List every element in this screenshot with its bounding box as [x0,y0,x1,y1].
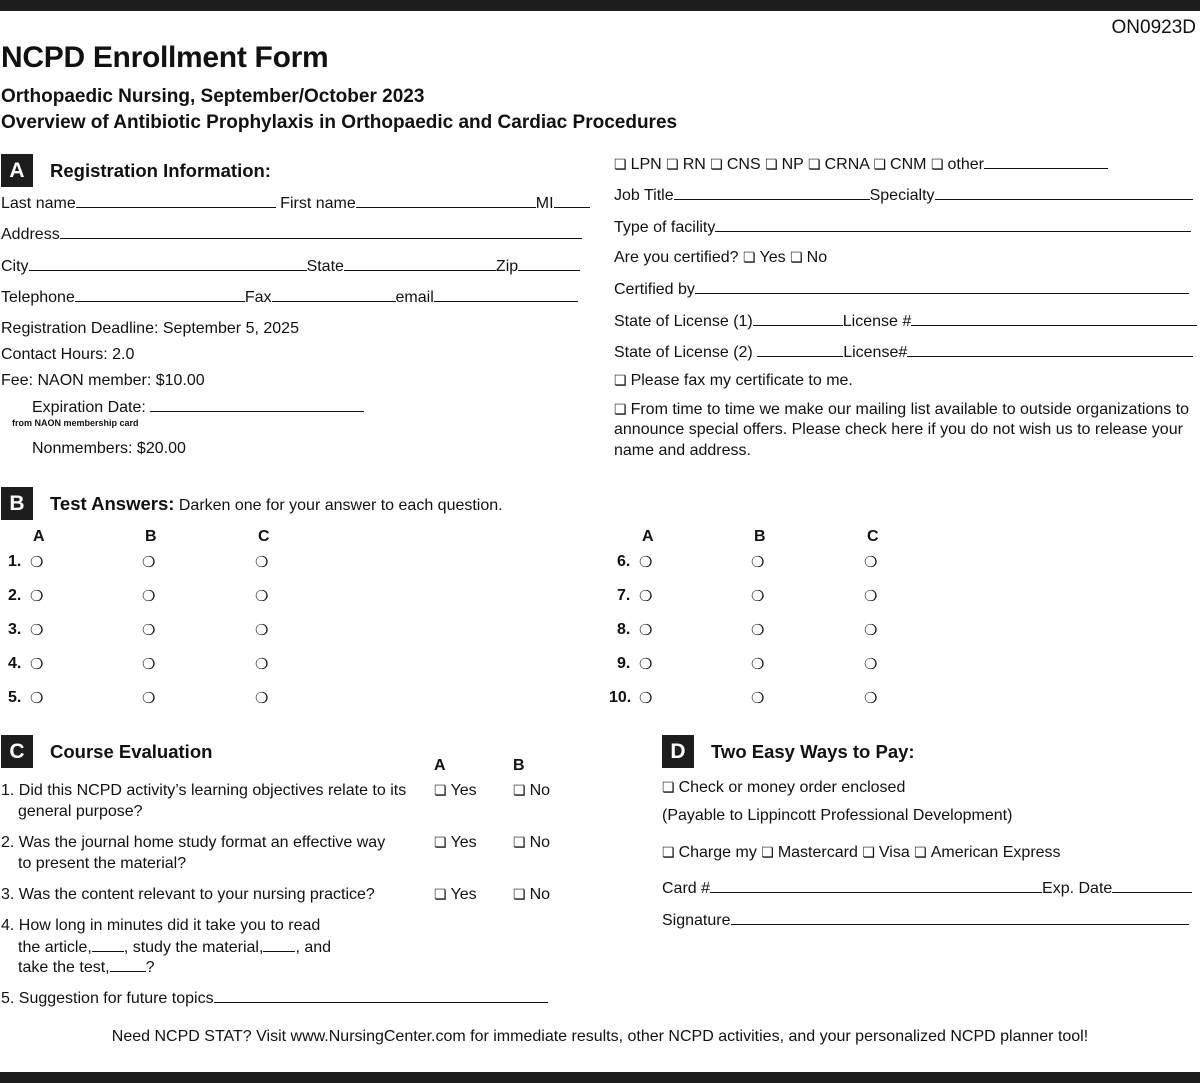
exp-date-label: Exp. Date [1042,880,1113,897]
answer-8-a[interactable]: ❍ [639,622,653,639]
form-subtitle-article: Overview of Antibiotic Prophylaxis in Orthopaedic and Cardiac Procedures [1,112,678,133]
choice-header-b-right: B [754,528,766,545]
section-a-badge: A [1,154,33,187]
top-bar [0,0,1200,11]
answer-5-c[interactable]: ❍ [255,690,269,707]
license-1-label: State of License (1) [614,313,753,330]
answer-7-a[interactable]: ❍ [639,588,653,605]
license-2-number-label: License# [843,344,908,361]
answer-2-c[interactable]: ❍ [255,588,269,605]
answer-6-a[interactable]: ❍ [639,554,653,571]
first-name-field[interactable] [356,194,536,208]
other-credential-field[interactable] [984,155,1108,169]
fax-certificate-option [614,372,853,390]
license-1-number-field[interactable] [911,312,1197,326]
expiration-label: Expiration Date: [32,399,146,416]
exp-date-field[interactable] [1112,879,1192,893]
signature-row [662,911,1189,930]
last-name-field[interactable] [76,194,276,208]
answer-3-c[interactable]: ❍ [255,622,269,639]
mi-label: MI [535,195,554,212]
eval-q4-line1: 4. How long in minutes did it take you to read [1,917,321,934]
answer-4-b[interactable]: ❍ [142,656,156,673]
question-2-number: 2. [8,587,22,604]
answer-1-c[interactable]: ❍ [255,554,269,571]
question-8-number: 8. [617,621,631,638]
answer-3-b[interactable]: ❍ [142,622,156,639]
test-minutes-field[interactable] [110,958,146,972]
question-6-number: 6. [617,553,631,570]
eval-column-a: A [434,757,446,774]
job-title-row [614,186,1193,205]
answer-8-b[interactable]: ❍ [751,622,765,639]
eval-q4-test-label: take the test, [18,959,110,976]
credentials-row [614,155,1108,174]
answer-2-a[interactable]: ❍ [30,588,44,605]
city-row [1,257,580,276]
charge-checkbox[interactable]: ❏ Charge my [662,844,757,861]
certified-by-label: Certified by [614,281,695,298]
license-2-label: State of License (2) [614,344,753,361]
facility-row [614,218,1191,237]
license-1-row [614,312,1197,331]
expiration-row [32,398,364,417]
contact-hours: Contact Hours: 2.0 [1,346,135,363]
mailing-list-option [614,401,1189,419]
license-1-state-field[interactable] [753,312,843,326]
expiration-note: from NAON membership card [12,418,139,428]
section-a-heading: Registration Information: [50,160,271,181]
choice-header-b-left: B [145,528,157,545]
credential-cnm[interactable]: ❏ CNM [873,156,926,173]
answer-9-b[interactable]: ❍ [751,656,765,673]
mailing-list-checkbox[interactable]: ❏ From time to time we make our mailing list available to outside organizations to [614,401,1189,418]
signature-field[interactable] [731,911,1189,925]
member-fee: Fee: NAON member: $10.00 [1,372,205,389]
answer-9-c[interactable]: ❍ [864,656,878,673]
mastercard-checkbox[interactable]: ❏ Mastercard [761,844,858,861]
answer-4-c[interactable]: ❍ [255,656,269,673]
eval-q1-yes-checkbox[interactable]: ❏ Yes [434,782,477,799]
license-2-state-field[interactable] [757,343,843,357]
eval-q4-and-label: , and [295,939,332,956]
email-label: email [395,289,434,306]
credential-crna[interactable]: ❏ CRNA [808,156,869,173]
eval-q4-study-label: , study the material, [123,939,264,956]
state-field[interactable] [344,257,496,271]
fax-label: Fax [244,289,272,306]
eval-q4-line3 [18,958,155,977]
answer-7-b[interactable]: ❍ [751,588,765,605]
visa-checkbox[interactable]: ❏ Visa [862,844,909,861]
eval-q2-no-checkbox[interactable]: ❏ No [513,834,550,851]
answer-10-a[interactable]: ❍ [639,690,653,707]
specialty-field[interactable] [935,186,1193,200]
bottom-bar [0,1072,1200,1083]
answer-1-b[interactable]: ❍ [142,554,156,571]
city-field[interactable] [29,257,307,271]
eval-q1-yes [434,782,477,800]
registration-deadline: Registration Deadline: September 5, 2025 [1,320,299,337]
form-title: NCPD Enrollment Form [1,41,329,74]
telephone-field[interactable] [75,288,245,302]
credential-cns[interactable]: ❏ CNS [710,156,760,173]
choice-header-c-right: C [867,528,879,545]
choice-header-c-left: C [258,528,270,545]
last-name-label: Last name [1,195,76,212]
fax-certificate-checkbox[interactable]: ❏ Please fax my certificate to me. [614,372,853,389]
eval-q3: 3. Was the content relevant to your nursing practice? [1,886,375,903]
section-d-badge: D [662,735,694,768]
facility-label: Type of facility [614,219,716,236]
email-field[interactable] [434,288,578,302]
eval-q2-line2: to present the material? [18,855,187,872]
question-10-number: 10. [609,689,632,706]
card-number-field[interactable] [710,879,1042,893]
check-payment-option [662,779,905,797]
expiration-field[interactable] [150,398,364,412]
eval-q1-line2: general purpose? [18,803,143,820]
form-code: ON0923D [1111,17,1196,38]
zip-label: Zip [495,258,519,275]
check-payment-checkbox[interactable]: ❏ Check or money order enclosed [662,779,905,796]
telephone-row [1,288,578,307]
facility-field[interactable] [715,218,1191,232]
credential-lpn[interactable]: ❏ LPN [614,156,662,173]
question-3-number: 3. [8,621,22,638]
address-row [1,225,582,244]
choice-header-a-left: A [33,528,45,545]
answer-3-a[interactable]: ❍ [30,622,44,639]
question-1-number: 1. [8,553,22,570]
payable-note: (Payable to Lippincott Professional Development) [662,807,1013,824]
answer-10-c[interactable]: ❍ [864,690,878,707]
certified-by-row [614,280,1189,299]
charge-row [662,844,1061,862]
answer-1-a[interactable]: ❍ [30,554,44,571]
job-title-field[interactable] [674,186,870,200]
eval-q5-row [1,989,548,1008]
card-number-label: Card # [662,880,711,897]
job-title-label: Job Title [614,187,674,204]
amex-checkbox[interactable]: ❏ American Express [914,844,1060,861]
eval-column-b: B [513,757,525,774]
footer-note: Need NCPD STAT? Visit www.NursingCenter.com for immediate results, other NCPD activities, and your personalized NCPD planner tool! [111,1028,1089,1045]
section-c-badge: C [1,735,33,768]
answer-9-a[interactable]: ❍ [639,656,653,673]
eval-q1-no-checkbox[interactable]: ❏ No [513,782,550,799]
answer-7-c[interactable]: ❍ [864,588,878,605]
question-7-number: 7. [617,587,631,604]
answer-6-c[interactable]: ❍ [864,554,878,571]
mailing-list-text-3: name and address. [614,442,751,459]
section-b-heading-row [50,493,503,515]
state-label: State [306,258,344,275]
eval-q1-no [513,782,550,800]
certified-question: Are you certified? [614,249,739,266]
answer-2-b[interactable]: ❍ [142,588,156,605]
mailing-list-text-2: announce special offers. Please check here if you do not wish us to release your [614,421,1183,438]
eval-q4-article-label: the article, [18,939,92,956]
article-minutes-field[interactable] [92,938,124,952]
eval-q4-question-mark: ? [145,959,155,976]
eval-q5-label: 5. Suggestion for future topics [1,990,214,1007]
eval-q1-line1: 1. Did this NCPD activity’s learning objectives relate to its [1,782,407,799]
eval-q4-line2 [18,938,331,957]
section-b-heading: Test Answers: [50,493,175,514]
certified-row [614,249,827,267]
answer-10-b[interactable]: ❍ [751,690,765,707]
city-label: City [1,258,29,275]
eval-q3-no [513,886,550,904]
question-9-number: 9. [617,655,631,672]
answer-8-c[interactable]: ❍ [864,622,878,639]
answer-5-a[interactable]: ❍ [30,690,44,707]
answer-6-b[interactable]: ❍ [751,554,765,571]
eval-q2-no [513,834,550,852]
mi-field[interactable] [554,194,590,208]
section-b-instruction: Darken one for your answer to each question. [178,497,503,514]
nonmember-fee: Nonmembers: $20.00 [32,440,186,457]
telephone-label: Telephone [1,289,75,306]
form-subtitle-journal: Orthopaedic Nursing, September/October 2023 [1,86,425,107]
credential-other[interactable]: ❏ other [931,156,984,173]
section-c-heading: Course Evaluation [50,741,213,762]
eval-q3-no-checkbox[interactable]: ❏ No [513,886,550,903]
zip-field[interactable] [518,257,580,271]
credential-np[interactable]: ❏ NP [765,156,804,173]
card-row [662,879,1192,898]
future-topics-field[interactable] [214,989,548,1003]
answer-4-a[interactable]: ❍ [30,656,44,673]
license-1-number-label: License # [842,313,912,330]
certified-yes-checkbox[interactable]: ❏ Yes [743,249,786,266]
license-2-number-field[interactable] [907,343,1193,357]
specialty-label: Specialty [869,187,935,204]
study-minutes-field[interactable] [263,938,295,952]
signature-label: Signature [662,912,731,929]
question-4-number: 4. [8,655,22,672]
license-2-row [614,343,1193,362]
credential-rn[interactable]: ❏ RN [666,156,706,173]
question-5-number: 5. [8,689,22,706]
last-name-row [1,194,590,213]
eval-q3-yes [434,886,477,904]
address-label: Address [1,226,60,243]
answer-5-b[interactable]: ❍ [142,690,156,707]
section-d-heading: Two Easy Ways to Pay: [711,741,915,762]
eval-q2-yes [434,834,477,852]
certified-by-field[interactable] [695,280,1189,294]
section-b-badge: B [1,487,33,520]
eval-q2-yes-checkbox[interactable]: ❏ Yes [434,834,477,851]
choice-header-a-right: A [642,528,654,545]
certified-no-checkbox[interactable]: ❏ No [790,249,827,266]
address-field[interactable] [60,225,582,239]
first-name-label: First name [280,195,356,212]
fax-field[interactable] [272,288,396,302]
eval-q2-line1: 2. Was the journal home study format an effective way [1,834,386,851]
eval-q3-yes-checkbox[interactable]: ❏ Yes [434,886,477,903]
